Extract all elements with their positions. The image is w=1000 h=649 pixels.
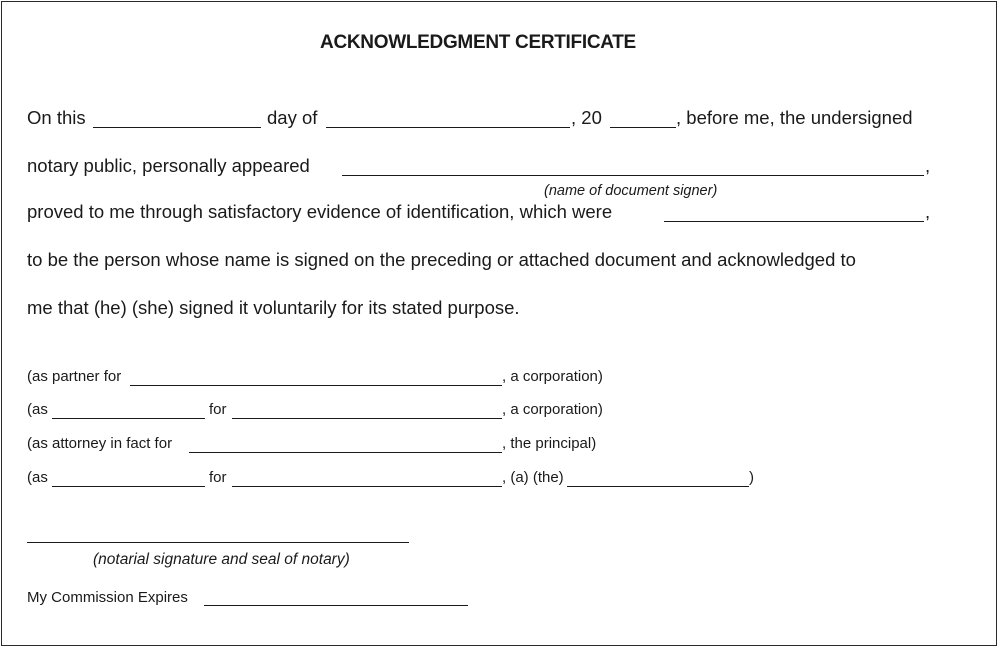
principal-field[interactable] [189,452,502,453]
before-me-label: , before me, the undersigned [676,107,913,128]
year-prefix-label: , 20 [571,107,602,128]
partner-suffix: , a corporation) [502,368,603,385]
signer-name-field[interactable] [342,175,924,176]
officer-prefix: (as [27,401,48,418]
other-title-field[interactable] [52,486,205,487]
other-mid: , (a) (the) [502,469,564,486]
partner-corporation-field[interactable] [130,385,502,386]
certificate-border [1,1,997,646]
officer-corporation-field[interactable] [232,418,502,419]
signer-caption: (name of document signer) [544,183,718,199]
officer-for: for [209,401,227,418]
identification-comma: , [925,201,931,222]
partner-prefix: (as partner for [27,368,122,385]
notary-signature-field[interactable] [27,542,409,543]
commission-label: My Commission Expires [27,589,188,606]
month-field[interactable] [326,127,570,128]
notary-public-label: notary public, personally appeared [27,155,310,176]
signer-comma: , [925,155,931,176]
other-prefix: (as [27,469,48,486]
proved-label: proved to me through satisfactory evidence of identification, which were [27,201,613,222]
day-of-label: day of [267,107,318,128]
attorney-suffix: , the principal) [502,435,597,452]
attorney-prefix: (as attorney in fact for [27,435,173,452]
statement-line-5: me that (he) (she) signed it voluntarily for its stated purpose. [27,297,520,318]
officer-title-field[interactable] [52,418,205,419]
other-for: for [209,469,227,486]
signature-caption: (notarial signature and seal of notary) [93,551,350,568]
officer-suffix: , a corporation) [502,401,603,418]
commission-expires-field[interactable] [204,605,468,606]
certificate-title: ACKNOWLEDGMENT CERTIFICATE [320,32,636,53]
statement-line-4: to be the person whose name is signed on the preceding or attached document and acknowledged to [27,249,856,270]
other-entity-field[interactable] [232,486,502,487]
year-field[interactable] [610,127,676,128]
other-close: ) [749,469,754,486]
on-this-label: On this [27,107,86,128]
identification-field[interactable] [664,221,924,222]
day-field[interactable] [93,127,261,128]
other-capacity-field[interactable] [567,486,749,487]
